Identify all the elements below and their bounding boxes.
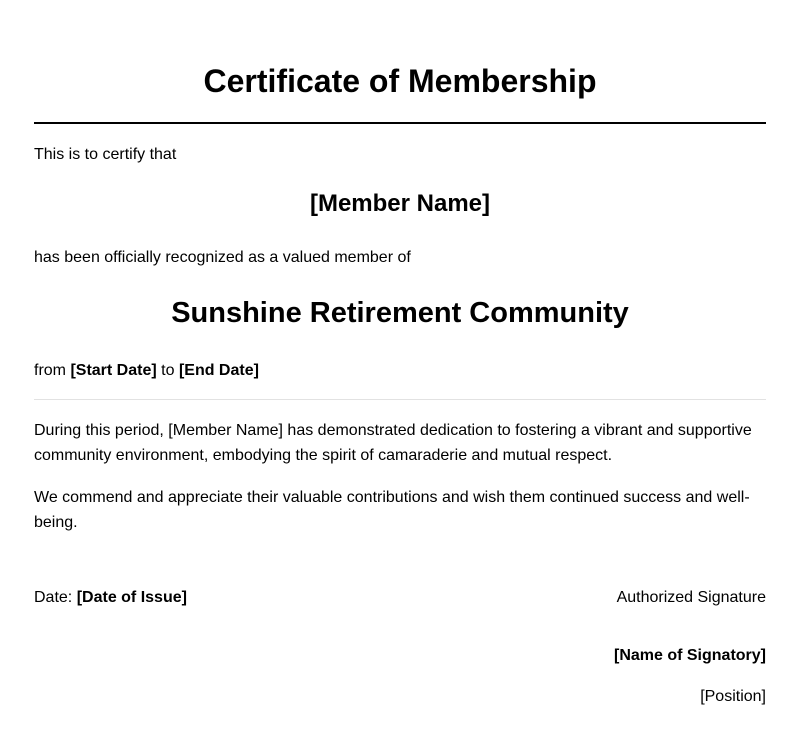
dedication-paragraph: During this period, [Member Name] has demonstrated dedication to fostering a vibrant and supportive community environment, embodying the spirit of camaraderie and mutual respect. bbox=[34, 422, 752, 464]
date-value: [Date of Issue] bbox=[76, 589, 187, 606]
title-divider bbox=[34, 122, 766, 124]
period-from-label: from bbox=[34, 362, 66, 379]
signature-label: Authorized Signature bbox=[616, 589, 766, 606]
community-name: Sunshine Retirement Community bbox=[171, 297, 629, 329]
date-label: Date: bbox=[34, 589, 73, 606]
recognition-text: has been officially recognized as a valued member of bbox=[34, 249, 411, 266]
start-date: [Start Date] bbox=[70, 362, 157, 379]
certificate-footer bbox=[34, 585, 766, 709]
section-divider bbox=[34, 399, 766, 400]
signatory-position: [Position] bbox=[700, 688, 766, 705]
period-to-label: to bbox=[161, 362, 175, 379]
end-date: [End Date] bbox=[178, 362, 259, 379]
signatory-name: [Name of Signatory] bbox=[613, 647, 766, 664]
certificate-title: Certificate of Membership bbox=[203, 63, 597, 99]
membership-period bbox=[34, 358, 766, 383]
commendation-paragraph: We commend and appreciate their valuable contributions and wish them continued success and well-being. bbox=[34, 489, 750, 531]
member-name: [Member Name] bbox=[309, 190, 491, 217]
intro-text: This is to certify that bbox=[34, 146, 177, 163]
issue-date bbox=[34, 585, 187, 610]
signature-block bbox=[614, 585, 766, 709]
